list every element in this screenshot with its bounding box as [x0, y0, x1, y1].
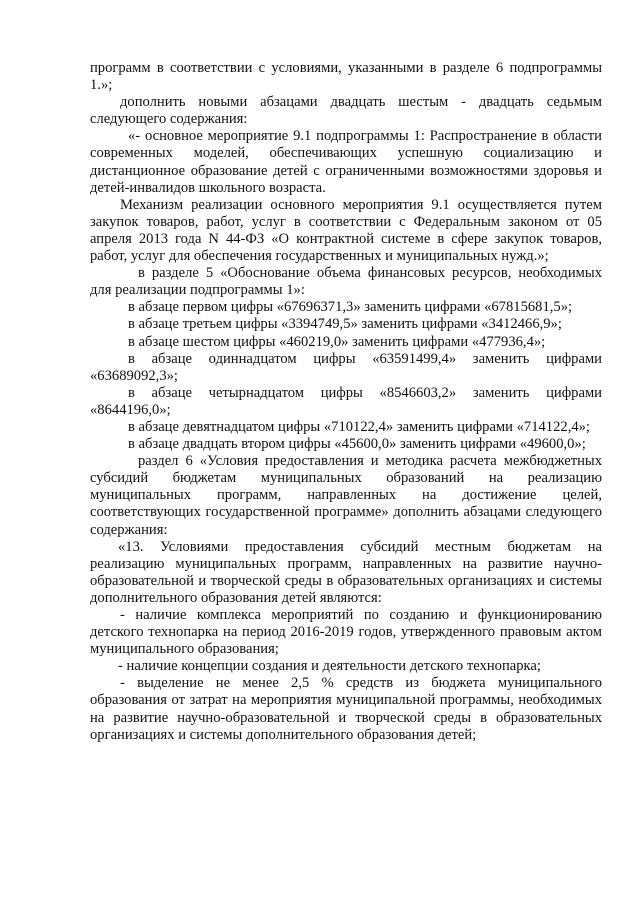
paragraph-condition-13: «13. Условиями предоставления субсидий местным бюджетам на реализацию муниципальных программ, направленных на развитие научно-образовательной и творческой среды в образовательных организациях и системы дополнительного образования детей являются:	[90, 538, 602, 606]
paragraph-section-5: в разделе 5 «Обоснование объема финансовых ресурсов, необходимых для реализации подпрограммы 1»:	[90, 265, 602, 299]
paragraph-abzats-22: в абзаце двадцать втором цифры «45600,0» заменить цифрами «49600,0»;	[128, 436, 586, 453]
paragraph-mechanism: Механизм реализации основного мероприятия 9.1 осуществляется путем закупок товаров, работ, услуг в соответствии с Федеральным законом от 05 апреля 2013 года N 44-ФЗ «О контрактной системе в сфере закупок товаров, работ, услуг для обеспечения государственных и муниципальных нужд.»;	[90, 196, 602, 265]
document-page	[90, 60, 602, 744]
paragraph-abzats-14: в абзаце четырнадцатом цифры «8546603,2» заменить цифрами «8644196,0»;	[90, 384, 602, 418]
paragraph-measure-9-1: «- основное мероприятие 9.1 подпрограммы 1: Распространение в области современных моделей, обеспечивающих успешную социализацию и дистанционное образование детей с ограниченными возможностями здоровья и детей-инвалидов школьного возраста.	[90, 128, 602, 196]
paragraph-abzats-6: в абзаце шестом цифры «460219,0» заменить цифрами «477936,4»;	[128, 333, 546, 350]
paragraph-abzats-3: в абзаце третьем цифры «3394749,5» заменить цифрами «3412466,9»;	[128, 316, 562, 333]
paragraph-section-6: раздел 6 «Условия предоставления и методика расчета межбюджетных субсидий бюджетам муниципальных образований на реализацию муниципальных программ, направленных на достижение целей, соответствующих государственной программе» дополнить абзацами следующего содержания:	[90, 453, 602, 538]
paragraph-technopark-measures: - наличие комплекса мероприятий по созданию и функционированию детского технопарка на период 2016-2019 годов, утвержденного правовым актом муниципального образования;	[90, 607, 602, 658]
paragraph-technopark-concept: - наличие концепции создания и деятельности детского технопарка;	[118, 658, 541, 675]
paragraph-add-abzats: дополнить новыми абзацами двадцать шестым - двадцать седьмым следующего содержания:	[90, 94, 602, 128]
paragraph-continuation: программ в соответствии с условиями, указанными в разделе 6 подпрограммы 1.»;	[90, 60, 602, 94]
paragraph-budget-allocation: - выделение не менее 2,5 % средств из бюджета муниципального образования от затрат на мероприятия муниципальной программы, необходимых на развитие научно-образовательной и творческой среды в образовательных организациях и системы дополнительного образования детей;	[90, 675, 602, 743]
paragraph-abzats-19: в абзаце девятнадцатом цифры «710122,4» заменить цифрами «714122,4»;	[128, 418, 590, 435]
paragraph-abzats-1: в абзаце первом цифры «67696371,3» заменить цифрами «67815681,5»;	[128, 299, 573, 316]
paragraph-abzats-11: в абзаце одиннадцатом цифры «63591499,4» заменить цифрами «63689092,3»;	[90, 350, 602, 384]
